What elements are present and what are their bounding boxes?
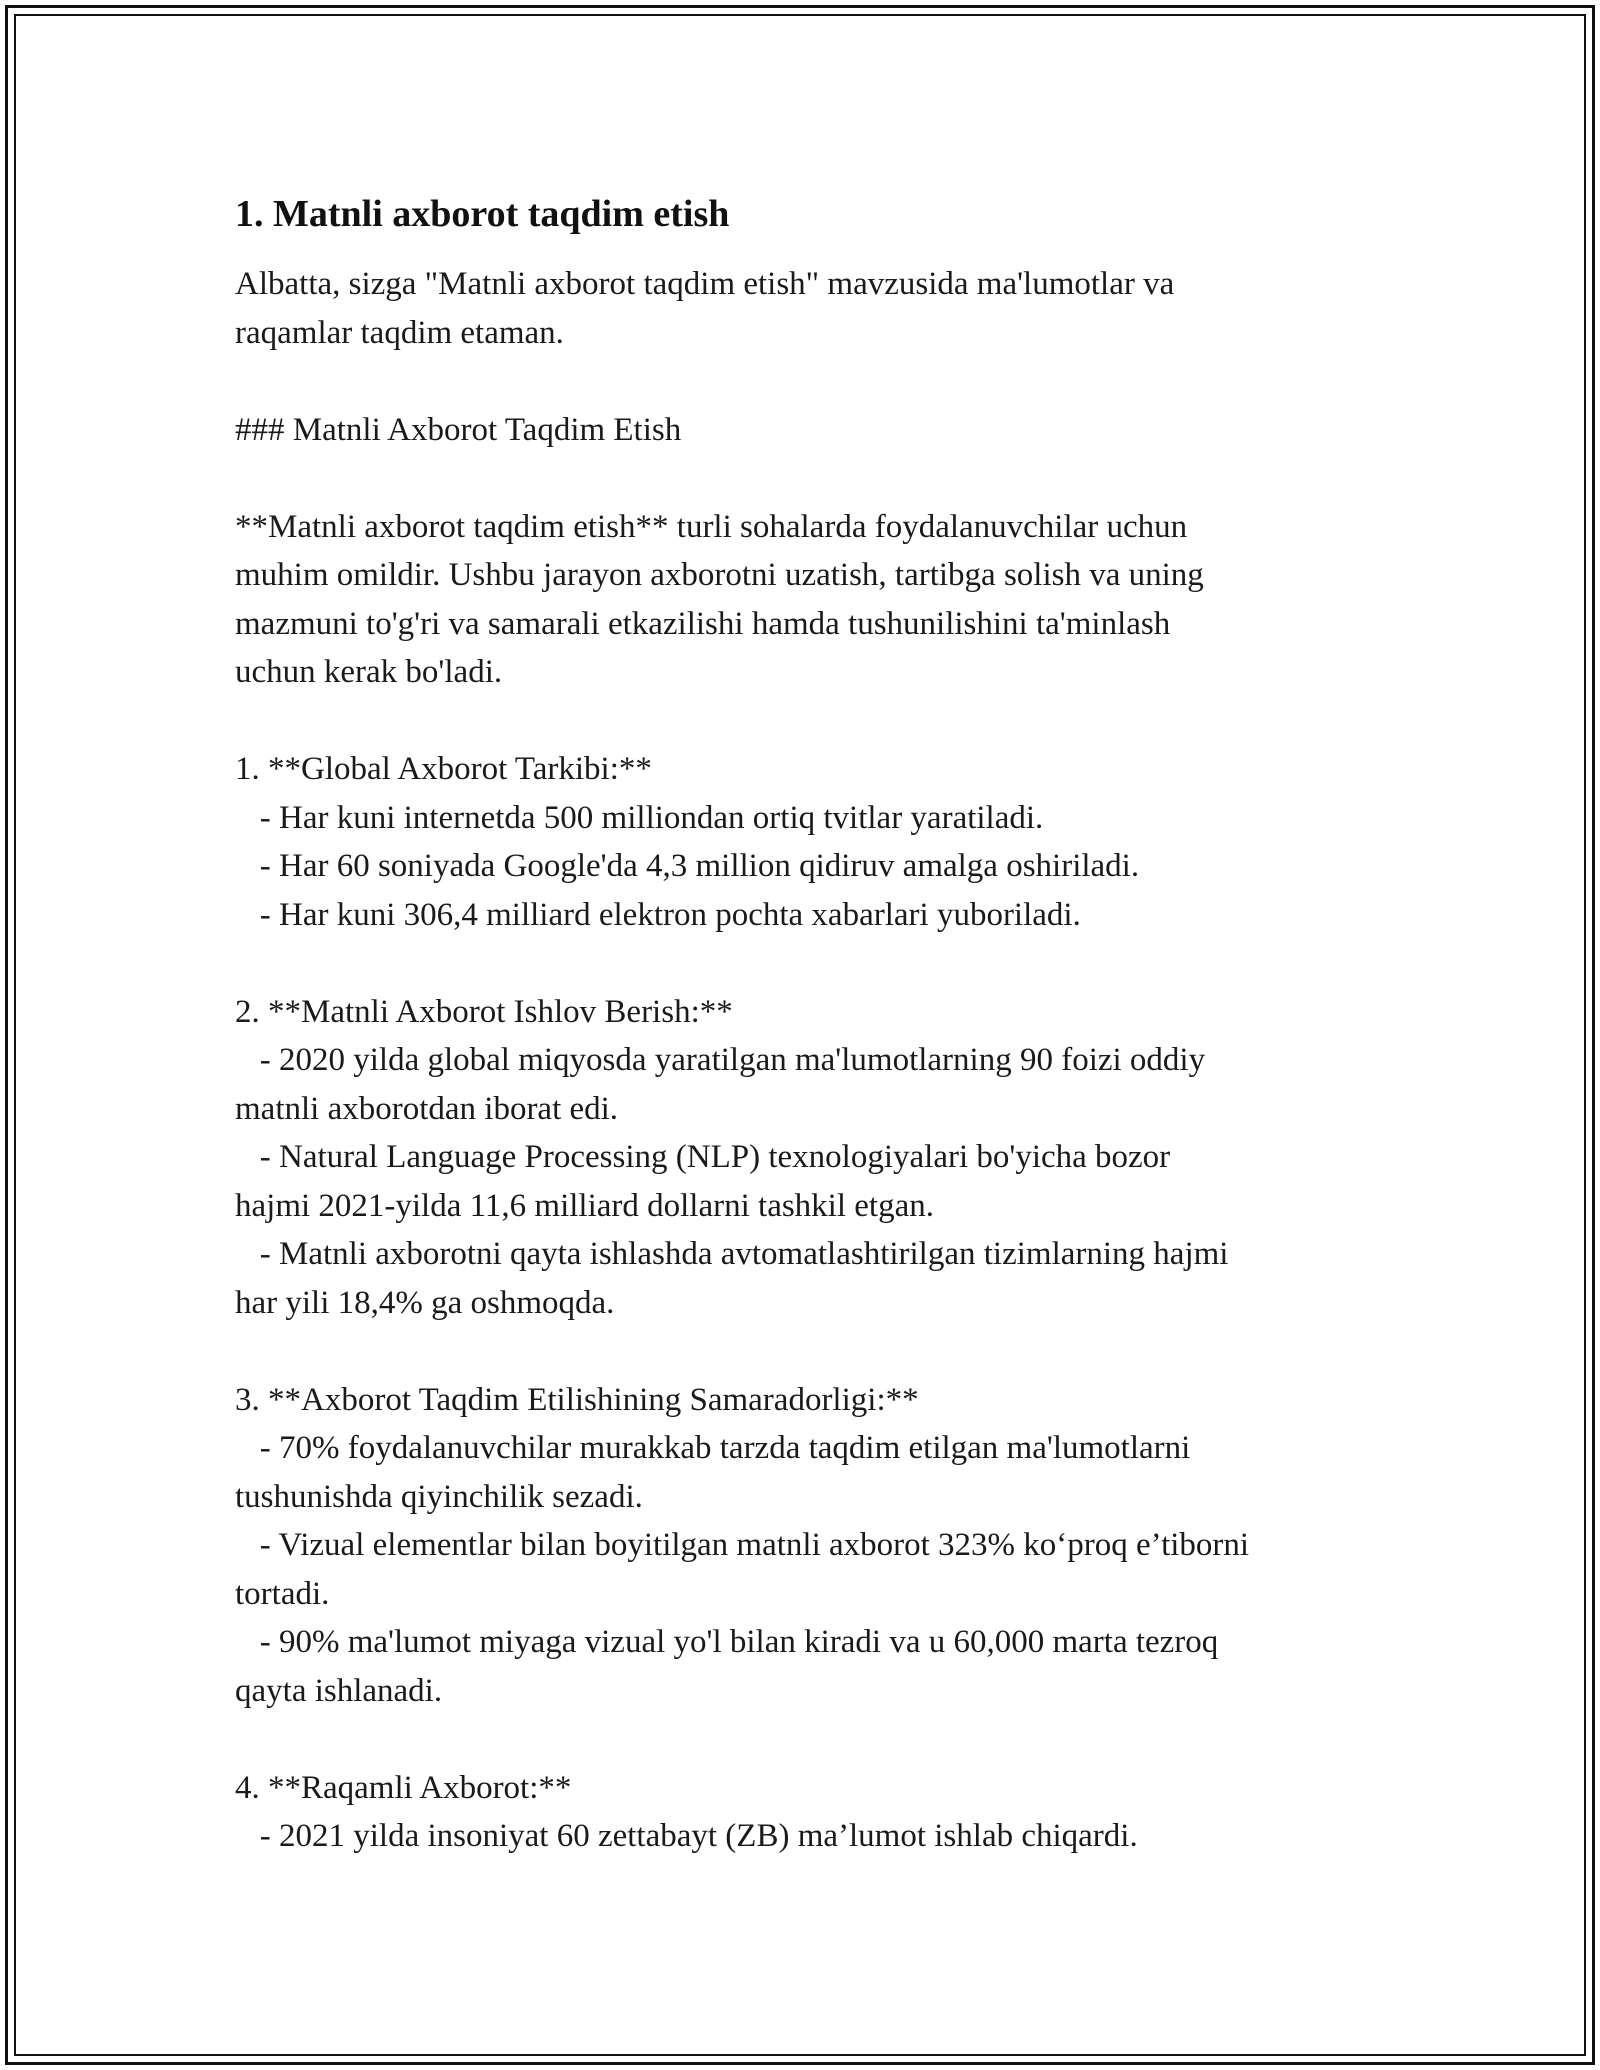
spacer — [235, 454, 1375, 503]
spacer — [235, 357, 1375, 406]
document-title: 1. Matnli axborot taqdim etish — [235, 193, 730, 235]
spacer — [235, 1327, 1375, 1376]
section-effectiveness: 3. **Axborot Taqdim Etilishining Samaradorligi:** - 70% foydalanuvchilar murakkab tarzda taqdim etilgan ma'lumotlarni tushunishda qiyinchilik sezadi. - Vizual elementlar bilan boyitilgan matnli axborot 323% ko‘proq e’tiborni tortadi. - 90% ma'lumot miyaga vizual yo'l bilan kiradi va u 60,000 marta tezroq qayta ishlanadi. — [235, 1381, 1250, 1709]
section-global-content: 1. **Global Axborot Tarkibi:** - Har kuni internetda 500 milliondan ortiq tvitlar yaratiladi. - Har 60 soniyada Google'da 4,3 million qidiruv amalga oshiriladi. - Har kuni 306,4 milliard elektron pochta xabarlari yuboriladi. — [235, 751, 1140, 933]
spacer — [235, 1715, 1375, 1764]
document-body — [235, 186, 1375, 1861]
subheading-line: ### Matnli Axborot Taqdim Etish — [235, 411, 682, 448]
section-digital-info: 4. **Raqamli Axborot:** - 2021 yilda insoniyat 60 zettabayt (ZB) ma’lumot ishlab chiqardi. — [235, 1769, 1138, 1854]
spacer — [235, 697, 1375, 746]
intro-paragraph: Albatta, sizga "Matnli axborot taqdim etish" mavzusida ma'lumotlar va raqamlar taqdim etaman. — [235, 266, 1175, 351]
section-text-processing: 2. **Matnli Axborot Ishlov Berish:** - 2020 yilda global miqyosda yaratilgan ma'lumotlarning 90 foizi oddiy matnli axborotdan iborat edi. - Natural Language Processing (NLP) texnologiyalari bo'yicha bozor hajmi 2021-yilda 11,6 milliard dollarni tashkil etgan. - Matnli axborotni qayta ishlashda avtomatlashtirilgan tizimlarning hajmi har yili 18,4% ga oshmoqda. — [235, 993, 1229, 1321]
overview-paragraph: **Matnli axborot taqdim etish** turli sohalarda foydalanuvchilar uchun muhim omildir. Ushbu jarayon axborotni uzatish, tartibga solish va uning mazmuni to'g'ri va samarali etkazilishi hamda tushunilishini ta'minlash uchun kerak bo'ladi. — [235, 508, 1204, 690]
spacer — [235, 939, 1375, 988]
